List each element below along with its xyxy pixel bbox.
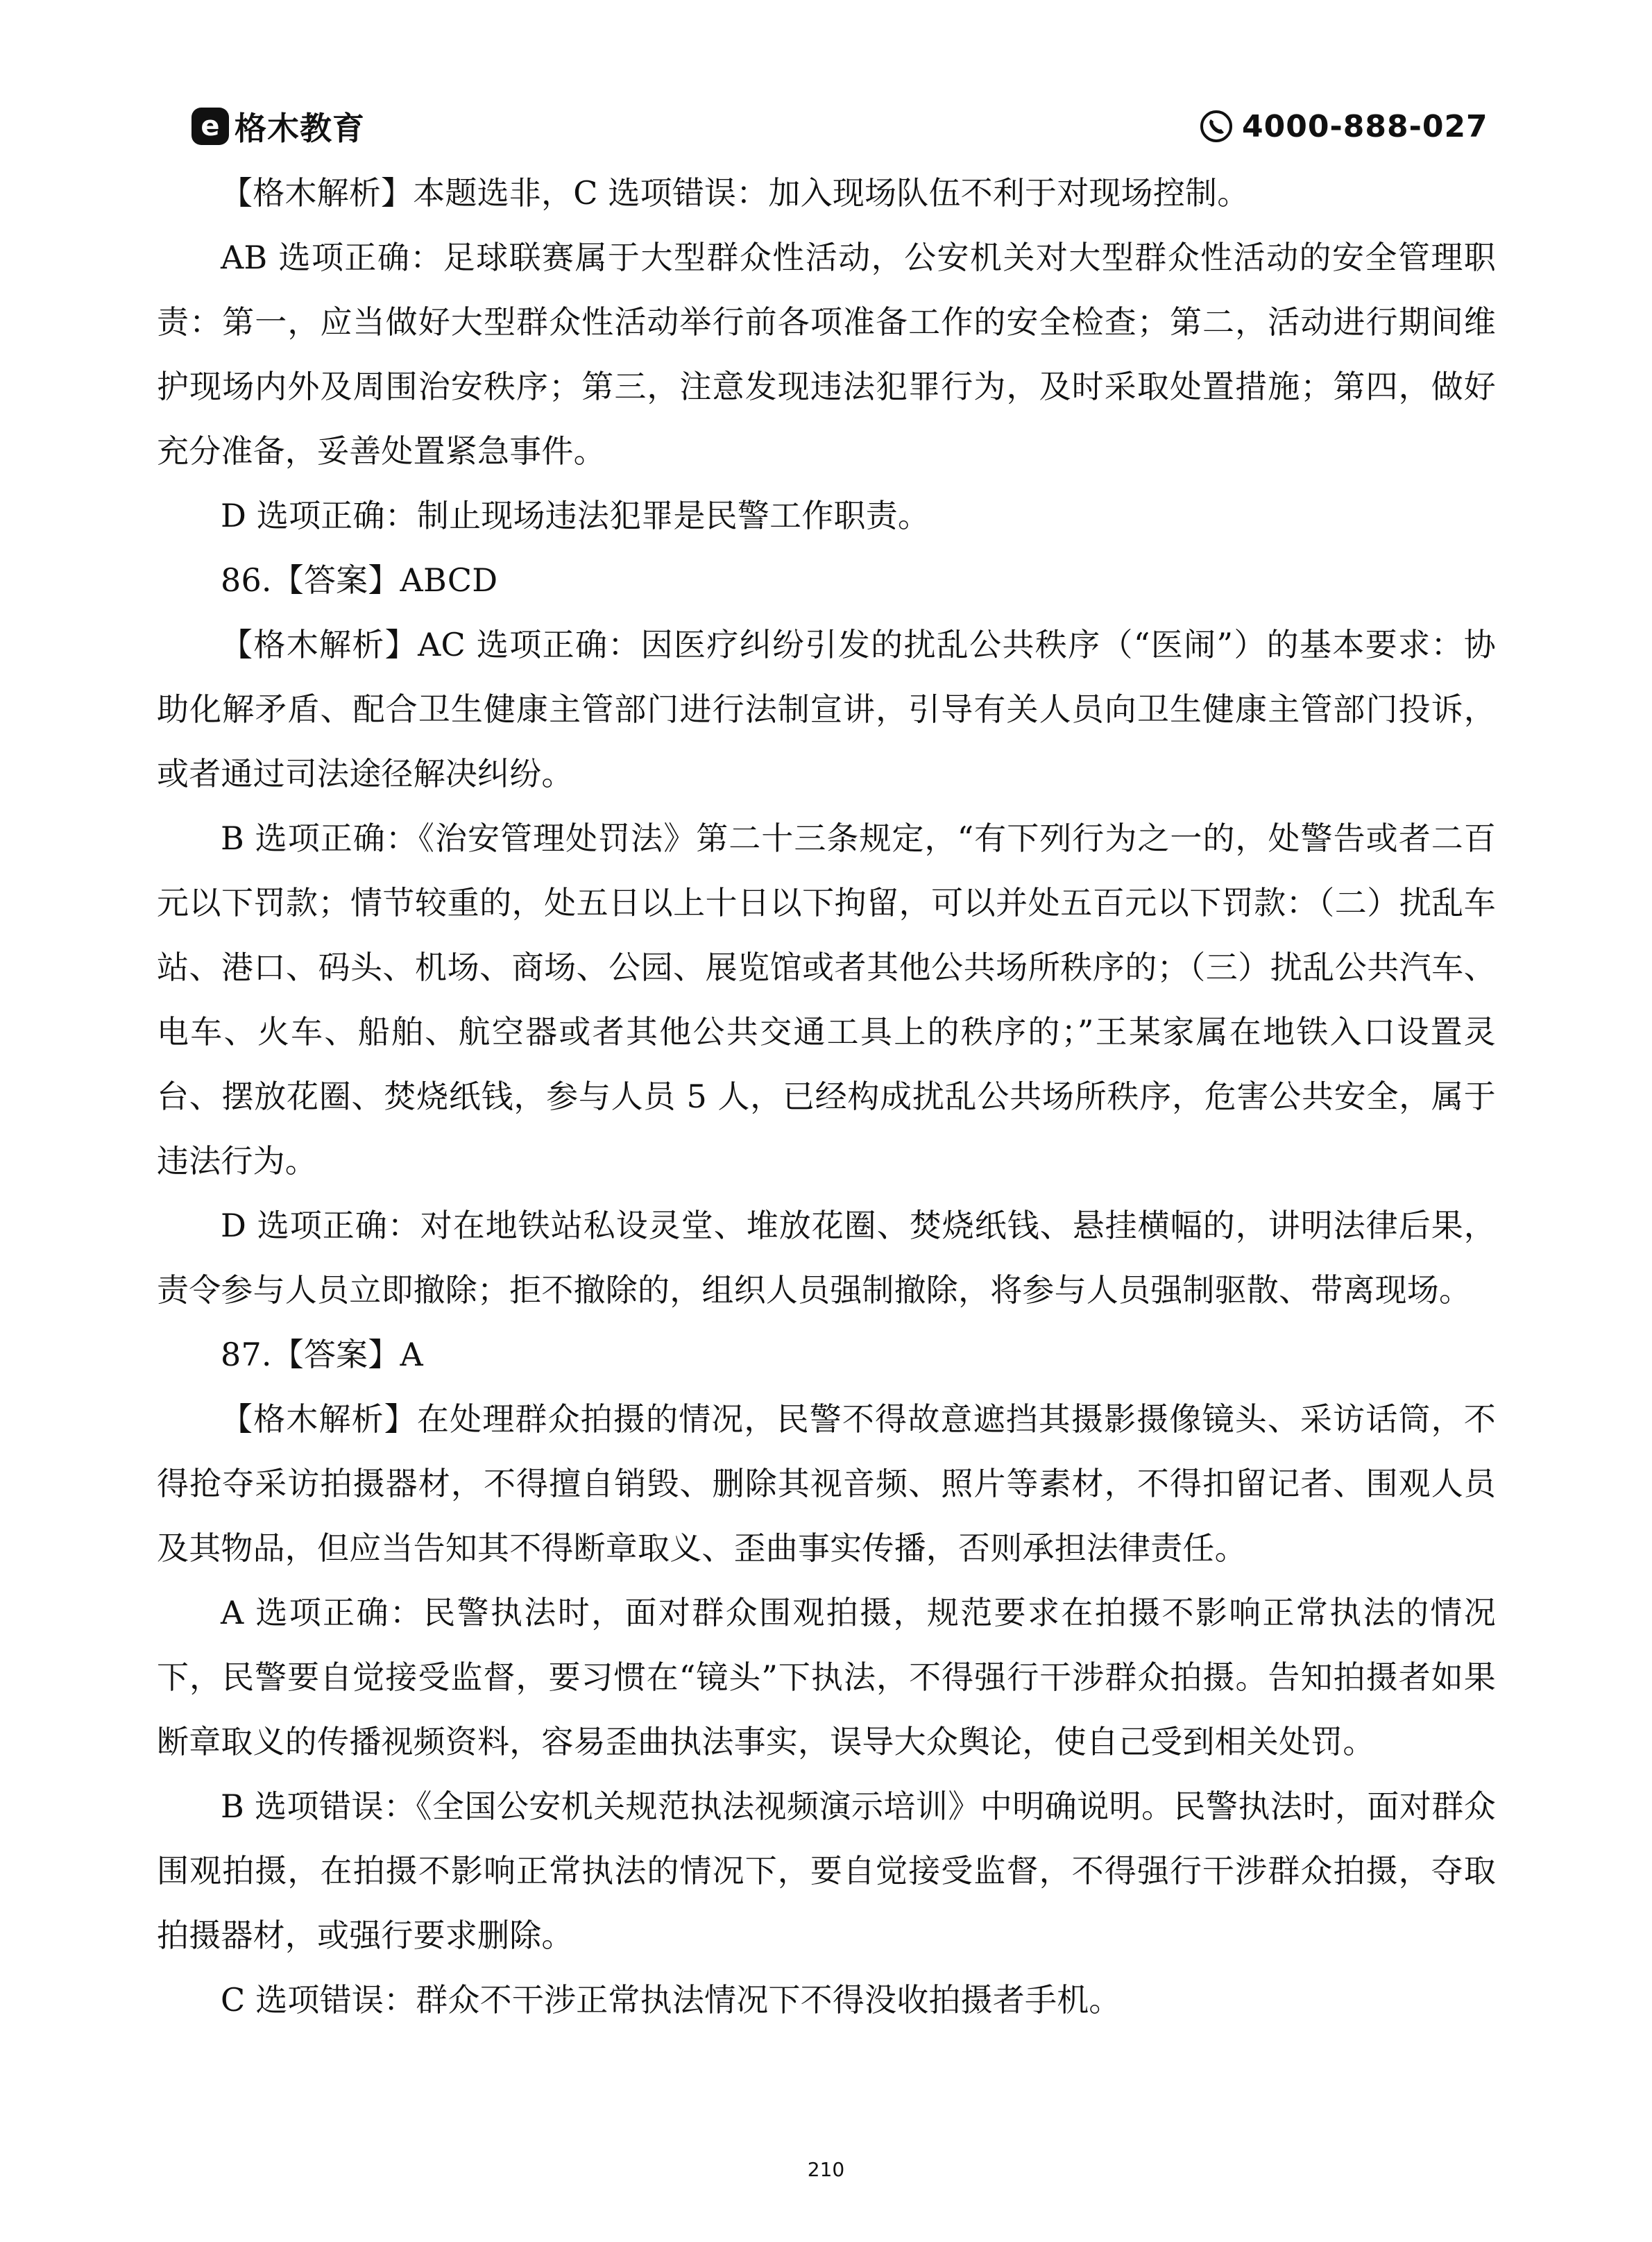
phone-number: 4000-888-027 <box>1242 108 1488 144</box>
paragraph: C 选项错误：群众不干涉正常执法情况下不得没收拍摄者手机。 <box>221 1981 1121 2019</box>
paragraph: B 选项正确：《治安管理处罚法》第二十三条规定，“有下列行为之一的，处警告或者二百元以下罚款；情节较重的，处五日以上十日以下拘留，可以并处五百元以下罚款：（二）扰乱车站、港口、码头、机场、商场、公园、展览馆或者其他公共场所秩序的；（三）扰乱公共汽车、电车、火车、船舶、航空器或者其他公共交通工具上的秩序的；”王某家属在地铁入口设置灵台、摆放花圈、焚烧纸钱，参与人员 5 人，已经构成扰乱公共场所秩序，危害公共安全，属于违法行为。 <box>157 819 1496 1180</box>
answer-heading: 87.【答案】A <box>221 1336 423 1373</box>
brand-e-logo-icon: e <box>191 108 229 145</box>
paragraph: 【格木解析】AC 选项正确：因医疗纠纷引发的扰乱公共秩序（“医闹”）的基本要求：协助化解矛盾、配合卫生健康主管部门进行法制宣讲，引导有关人员向卫生健康主管部门投诉，或者通过司法途径解决纠纷。 <box>157 626 1496 792</box>
page-header <box>0 0 1652 180</box>
paragraph: AB 选项正确：足球联赛属于大型群众性活动，公安机关对大型群众性活动的安全管理职责：第一，应当做好大型群众性活动举行前各项准备工作的安全检查；第二，活动进行期间维护现场内外及周围治安秩序；第三，注意发现违法犯罪行为，及时采取处置措施；第四，做好充分准备，妥善处置紧急事件。 <box>157 239 1496 470</box>
paragraph: 【格木解析】本题选非，C 选项错误：加入现场队伍不利于对现场控制。 <box>221 174 1250 212</box>
paragraph: D 选项正确：制止现场违法犯罪是民警工作职责。 <box>221 497 930 534</box>
paragraph: 【格木解析】在处理群众拍摄的情况，民警不得故意遮挡其摄影摄像镜头、采访话筒，不得抢夺采访拍摄器材，不得擅自销毁、删除其视音频、照片等素材，不得扣留记者、围观人员及其物品，但应当告知其不得断章取义、歪曲事实传播，否则承担法律责任。 <box>157 1400 1496 1567</box>
answer-heading: 86.【答案】ABCD <box>221 561 498 599</box>
page-number: 210 <box>807 2158 845 2181</box>
paragraph: B 选项错误：《全国公安机关规范执法视频演示培训》中明确说明。民警执法时，面对群众围观拍摄，在拍摄不影响正常执法的情况下，要自觉接受监督，不得强行干涉群众拍摄，夺取拍摄器材，或强行要求删除。 <box>157 1787 1496 1954</box>
brand-name: 格木教育 <box>235 110 365 147</box>
brand-logo <box>191 105 365 147</box>
phone-handset-icon <box>1199 109 1234 144</box>
contact-phone <box>1199 105 1488 147</box>
paragraph: A 选项正确：民警执法时，面对群众围观拍摄，规范要求在拍摄不影响正常执法的情况下，民警要自觉接受监督，要习惯在“镜头”下执法，不得强行干涉群众拍摄。告知拍摄者如果断章取义的传播视频资料，容易歪曲执法事实，误导大众舆论，使自己受到相关处罚。 <box>157 1594 1496 1760</box>
document-body <box>157 161 1496 2032</box>
paragraph: D 选项正确：对在地铁站私设灵堂、堆放花圈、焚烧纸钱、悬挂横幅的，讲明法律后果，责令参与人员立即撤除；拒不撤除的，组织人员强制撤除，将参与人员强制驱散、带离现场。 <box>157 1207 1496 1309</box>
